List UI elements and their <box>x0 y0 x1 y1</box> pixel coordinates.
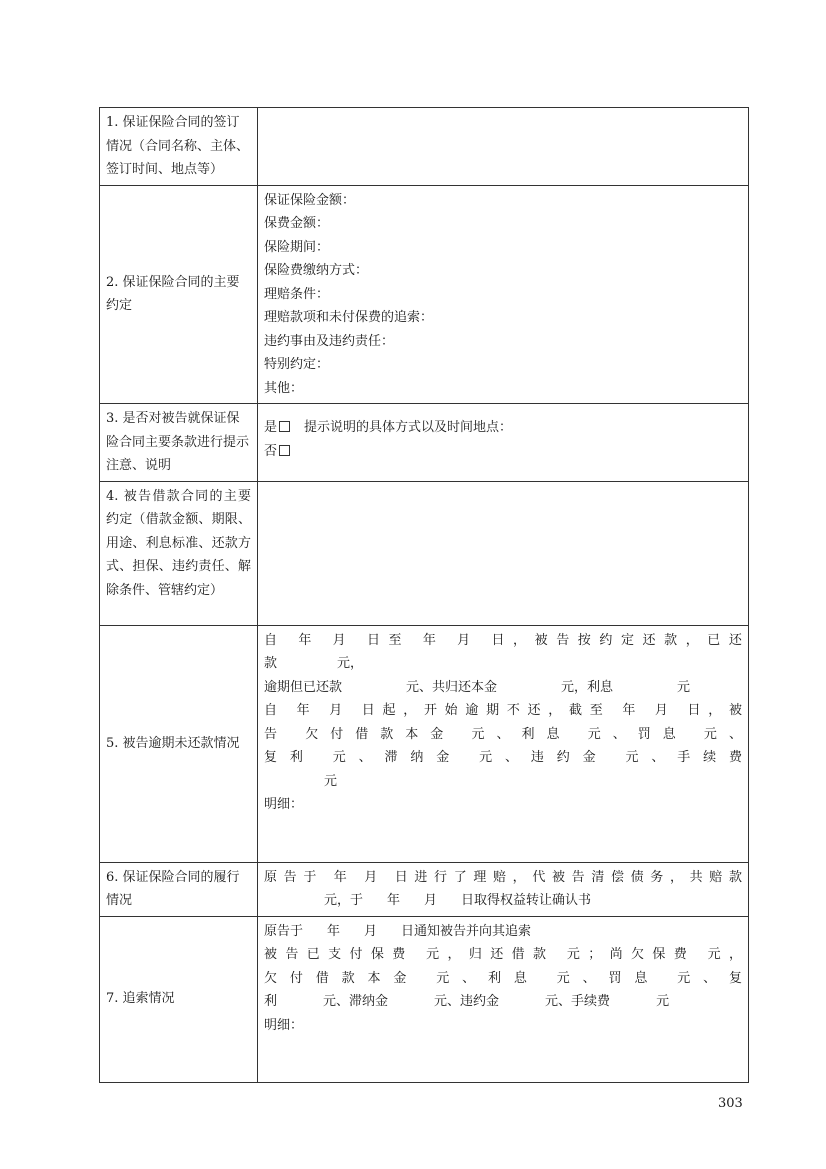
row-content: 原告于 年 月 日进行了理赔，代被告清偿债务，共赔款 元，于 年 月 日取得权益转让确认书 <box>258 862 749 916</box>
no-checkbox[interactable] <box>279 445 290 456</box>
table-row <box>100 108 749 186</box>
row-label: 2. 保证保险合同的主要约定 <box>100 185 258 404</box>
contract-item: 保险期间： <box>264 239 330 255</box>
contract-item: 保证保险金额： <box>264 192 356 208</box>
row-content: 自 年 月 日至 年 月 日，被告按约定还款，已还 款 元， 逾期但已还款 元、共归还本金 元，利息 元 自 年 月 日起，开始逾期不还，截至 年 月 日，被 告 欠付借款本金 元、利息 元、罚息 元、 复利 元、滞纳金 元、违约金 元、手续费 元 明细： <box>258 625 749 862</box>
row-label: 7. 追索情况 <box>100 916 258 1082</box>
table-row <box>100 916 749 1082</box>
row-label: 1. 保证保险合同的签订情况（合同名称、主体、签订时间、地点等） <box>100 108 258 186</box>
detail-label: 明细： <box>264 1017 304 1033</box>
table-row <box>100 404 749 482</box>
row-label: 5. 被告逾期未还款情况 <box>100 625 258 862</box>
contract-item: 理赔条件： <box>264 286 330 302</box>
detail-label: 明细： <box>264 797 304 812</box>
table-row <box>100 185 749 404</box>
yes-checkbox[interactable] <box>279 421 290 432</box>
page-number: 303 <box>718 1096 743 1111</box>
case-info-table <box>99 107 749 1083</box>
no-label: 否 <box>264 443 278 459</box>
contract-item: 保费金额： <box>264 216 330 231</box>
table-row <box>100 625 749 862</box>
yes-label: 是 <box>264 420 278 435</box>
row-content <box>258 108 749 186</box>
row-label <box>100 481 258 625</box>
row-content: 原告于 年 月 日通知被告并向其追索 被告已支付保费 元，归还借款 元；尚欠保费 元， 欠付借款本金 元、利息 元、罚息 元、复 利 元、滞纳金 元、违约金 元、手续费 元 明细： <box>258 916 749 1082</box>
row-label: 6. 保证保险合同的履行情况 <box>100 862 258 916</box>
contract-item: 其他： <box>264 380 304 396</box>
row-content <box>258 481 749 625</box>
table-row <box>100 862 749 916</box>
contract-item: 保险费缴纳方式： <box>264 263 369 278</box>
contract-item: 违约事由及违约责任： <box>264 333 395 349</box>
contract-item: 特别约定： <box>264 357 330 372</box>
loan-contract-label: 4. 被告借款合同的主要约定（借款金额、期限、用途、利息标准、还款方式、担保、违约责任、解除条件、管辖约定） <box>106 488 251 598</box>
row-content <box>258 185 749 404</box>
table-row <box>100 481 749 625</box>
contract-item: 理赔款项和未付保费的追索： <box>264 310 434 325</box>
row-content <box>258 404 749 482</box>
prompt-label: 提示说明的具体方式以及时间地点： <box>304 420 513 435</box>
row-label: 3. 是否对被告就保证保险合同主要条款进行提示注意、说明 <box>100 404 258 482</box>
